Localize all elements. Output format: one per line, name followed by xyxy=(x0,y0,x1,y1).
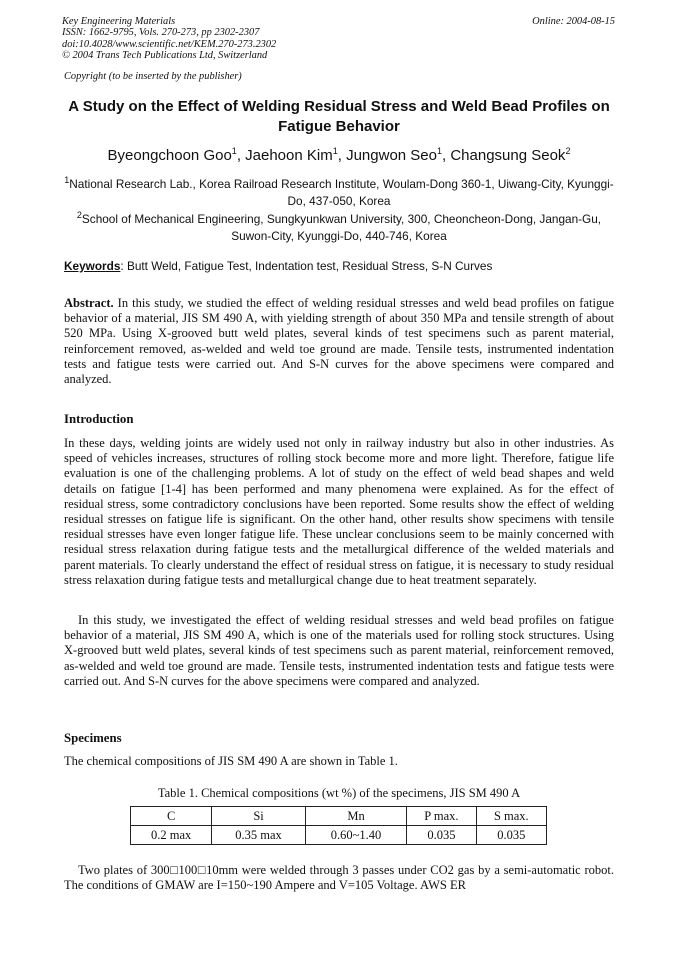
author-separator: , xyxy=(337,147,347,164)
keywords-label: Keywords xyxy=(64,259,121,273)
table-row xyxy=(131,826,547,845)
author-affiliation-mark: 1 xyxy=(436,146,442,156)
introduction-paragraph-2: In this study, we investigated the effect of welding residual stresses and weld bead profiles on fatigue behavior of a material, JIS SM 490 A, which is one of the materials used for rolling stock structures. Using X-grooved butt weld plates, several kinds of test specimens such as parent material, reinforcement removed, as-welded and weld toe ground are made. Tensile tests, instrumented indentation tests and fatigue tests were carried out. And S-N curves for the above specimens were compared and analyzed. xyxy=(64,613,614,688)
author-name: Byeongchoon Goo xyxy=(107,147,232,164)
journal-metadata xyxy=(62,16,276,62)
keywords-text: : Butt Weld, Fatigue Test, Indentation test, Residual Stress, S-N Curves xyxy=(120,259,493,273)
table-cell: 0.035 xyxy=(407,826,476,845)
author-affiliation-mark: 1 xyxy=(332,146,338,156)
author-name: Jaehoon Kim xyxy=(245,147,333,164)
affiliation-mark: 2 xyxy=(76,210,82,220)
author-list xyxy=(60,146,618,164)
author-affiliation-mark: 2 xyxy=(565,146,571,156)
table-cell: 0.35 max xyxy=(212,826,306,845)
publisher-line: © 2004 Trans Tech Publications Ltd, Switzerland xyxy=(62,50,268,62)
journal-name: Key Engineering Materials xyxy=(62,16,176,27)
affiliation-text: National Research Lab., Korea Railroad Research Institute, Woulam-Dong 360-1, Uiwang-City, Kyunggi-Do, 437-050, Korea xyxy=(69,176,614,208)
keywords xyxy=(64,259,492,273)
table-caption: Table 1. Chemical compositions (wt %) of the specimens, JIS SM 490 A xyxy=(157,786,521,800)
affiliation-mark: 1 xyxy=(64,175,70,185)
author-separator: , xyxy=(442,147,451,164)
author-affiliation-mark: 1 xyxy=(231,146,237,156)
specimens-heading: Specimens xyxy=(64,731,122,745)
issn-line: ISSN: 1662-9795, Vols. 270-273, pp 2302-2307 xyxy=(62,27,260,39)
table-header-cell: Si xyxy=(212,807,306,826)
introduction-heading: Introduction xyxy=(64,412,134,426)
affiliation-2 xyxy=(60,207,618,245)
table-header-row xyxy=(131,807,547,826)
specimens-paragraph-2: Two plates of 300□100□10mm were welded through 3 passes under CO2 gas by a semi-automatic robot. The conditions of GMAW are I=150~190 Ampere and V=105 Voltage. AWS ER xyxy=(64,863,614,893)
affiliation-text: School of Mechanical Engineering, Sungkyunkwan University, 300, Cheoncheon-Dong, Jangan-Gu, Suwon-City, Kyunggi-Do, 440-746, Korea xyxy=(81,211,602,243)
author-separator: , xyxy=(236,147,246,164)
table-header-cell: C xyxy=(131,807,212,826)
paper-title: A Study on the Effect of Welding Residual Stress and Weld Bead Profiles on Fatigue Behavior xyxy=(68,98,610,135)
author-name: Jungwon Seo xyxy=(346,147,437,164)
abstract xyxy=(64,296,614,387)
copyright-note: Copyright (to be inserted by the publisher) xyxy=(64,71,242,82)
abstract-label: Abstract. xyxy=(64,296,114,310)
table-header-cell: Mn xyxy=(305,807,406,826)
composition-table xyxy=(130,806,547,845)
table-cell: 0.2 max xyxy=(131,826,212,845)
table-header-cell: P max. xyxy=(407,807,476,826)
author-name: Changsung Seok xyxy=(450,147,566,164)
affiliation-1 xyxy=(60,172,618,210)
table-cell: 0.035 xyxy=(476,826,546,845)
specimens-paragraph-1: The chemical compositions of JIS SM 490 A are shown in Table 1. xyxy=(64,754,398,768)
table-header-cell: S max. xyxy=(476,807,546,826)
doi-line: doi:10.4028/www.scientific.net/KEM.270-273.2302 xyxy=(62,38,277,50)
online-date: Online: 2004-08-15 xyxy=(532,16,615,27)
abstract-text: In this study, we studied the effect of welding residual stresses and weld bead profiles on fatigue behavior of a material, JIS SM 490 A, with yielding strength of about 350 MPa and tensile strength of about 520 MPa. Using X-grooved butt weld plates, several kinds of test specimens such as parent material, reinforcement removed, as-welded and weld toe ground are made. Tensile tests, instrumented indentation tests and fatigue tests were carried out. And S-N curves for the above specimens were compared and analyzed. xyxy=(64,296,614,387)
table-cell: 0.60~1.40 xyxy=(305,826,406,845)
introduction-paragraph-1: In these days, welding joints are widely used not only in railway industry but also in other industries. As speed of vehicles increases, structures of rolling stock become more and more light. Therefore, fatigue life evaluation is one of the challenging problems. A lot of study on the effect of weld bead shapes and weld details on fatigue [1-4] has been performed and many phenomena were explained. As for the effect of residual stress, some contradictory conclusions have been reported. Some results show the effect of welding residual stresses on fatigue life is significant. On the other hand, other results show specimens with tensile residual stresses have even longer fatigue life. These unclear conclusions seem to be mainly concerned with residual stress relaxation during fatigue tests and the metallurgical difference of the welded materials and parent materials. To clearly understand the effect of residual stress on fatigue, it is necessary to study residual stress relaxation during fatigue tests and metallurgical change due to heat treatment separately. xyxy=(64,436,614,587)
